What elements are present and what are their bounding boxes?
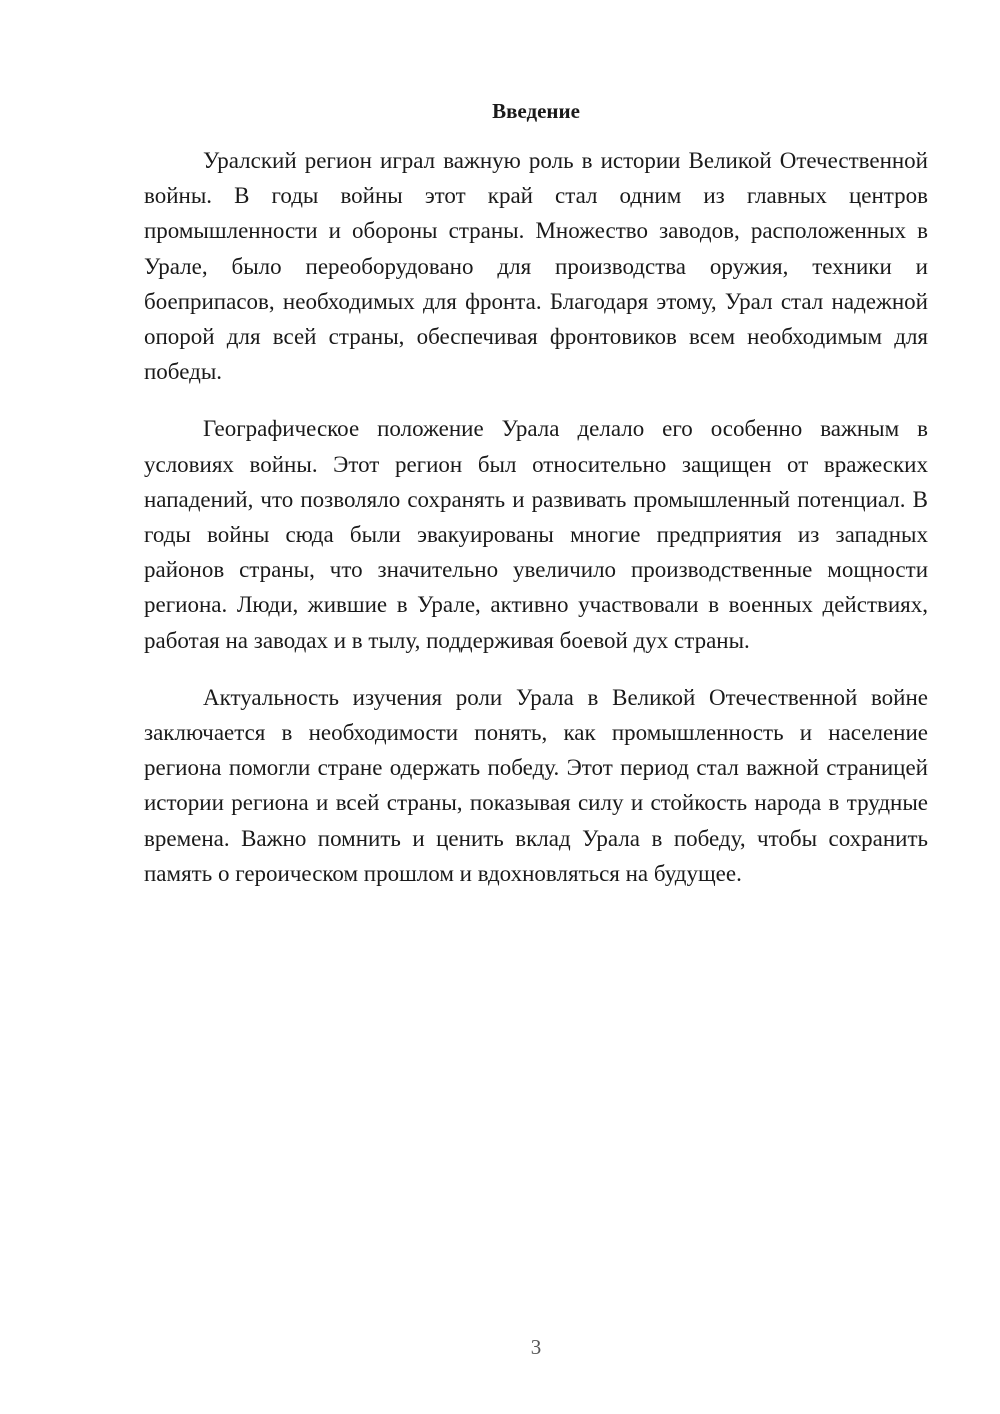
paragraph-1: Уралский регион играл важную роль в истории Великой Отечественной войны. В годы войны этот край стал одним из главных центров промышленности и обороны страны. Множество заводов, расположенных в Урале, было переоборудовано для производства оружия, техники и боеприпасов, необходимых для фронта. Благодаря этому, Урал стал надежной опорой для всей страны, обеспечивая фронтовиков всем необходимым для победы. bbox=[144, 148, 928, 385]
body-text bbox=[144, 143, 928, 913]
paragraph-2: Географическое положение Урала делало его особенно важным в условиях войны. Этот регион был относительно защищен от вражеских нападений, что позволяло сохранять и развивать промышленный потенциал. В годы войны сюда были эвакуированы многие предприятия из западных районов страны, что значительно увеличило производственные мощности региона. Люди, жившие в Урале, активно участвовали в военных действиях, работая на заводах и в тылу, поддерживая боевой дух страны. bbox=[144, 416, 928, 653]
page-number: 3 bbox=[530, 1335, 542, 1359]
section-title: Введение bbox=[492, 99, 580, 123]
paragraph-3: Актуальность изучения роли Урала в Великой Отечественной войне заключается в необходимости понять, как промышленность и население региона помогли стране одержать победу. Этот период стал важной страницей истории региона и всей страны, показывая силу и стойкость народа в трудные времена. Важно помнить и ценить вклад Урала в победу, чтобы сохранить память о героическом прошлом и вдохновляться на будущее. bbox=[144, 684, 928, 886]
